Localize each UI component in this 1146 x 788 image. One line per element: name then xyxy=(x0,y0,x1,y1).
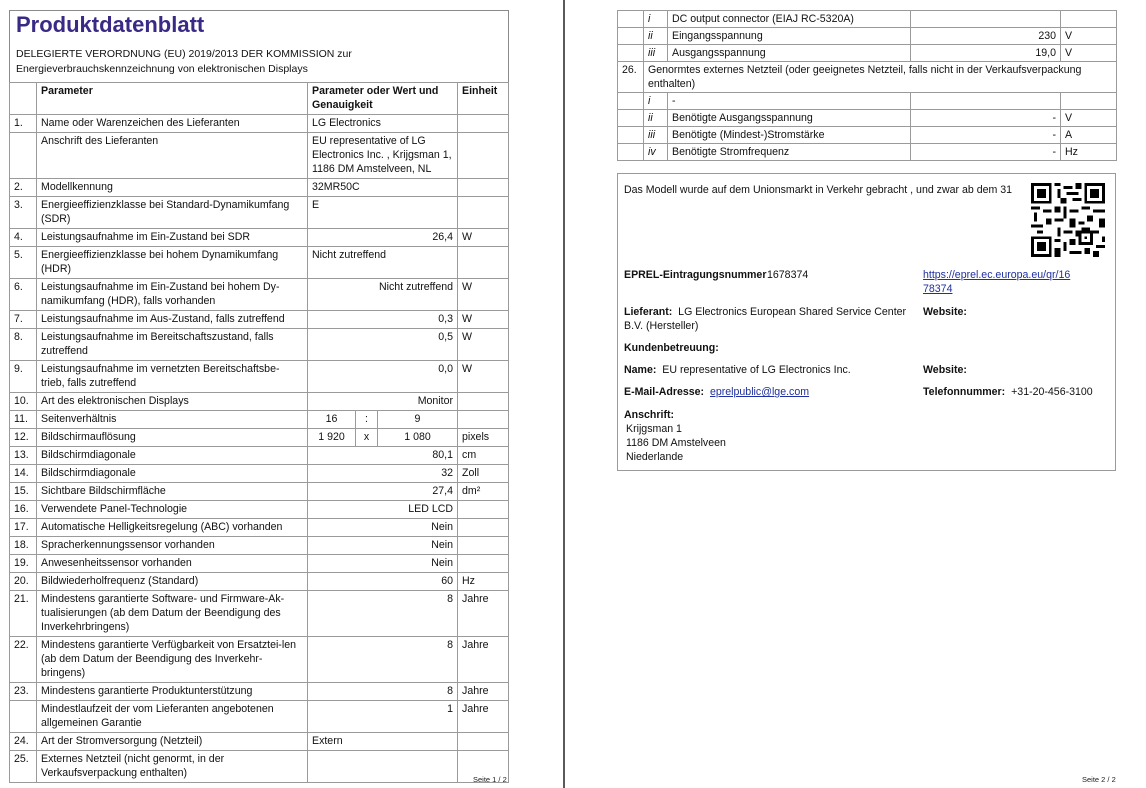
row-value: 26,4 xyxy=(308,229,458,247)
row-value: 0,3 xyxy=(308,311,458,329)
page-title: Produktdatenblatt xyxy=(16,12,205,37)
table-row xyxy=(10,637,509,683)
row-unit xyxy=(458,393,509,411)
aspect-separator: : xyxy=(356,411,378,429)
row-parameter: Bildschirmdiagonale xyxy=(37,465,308,483)
row-number xyxy=(618,45,644,62)
row-number: 15. xyxy=(10,483,37,501)
regulation-text: DELEGIERTE VERORDNUNG (EU) 2019/2013 DER KOMMISSION zur Energieverbrauchskennzeichnung von elektronischen Displays xyxy=(16,48,352,75)
row-number: 26. xyxy=(618,62,644,93)
table-row xyxy=(618,62,1117,93)
row-number: 12. xyxy=(10,429,37,447)
eprel-link-line2[interactable]: 78374 xyxy=(923,283,953,295)
row-unit xyxy=(458,555,509,573)
eprel-link-line1[interactable]: https://eprel.ec.europa.eu/qr/16 xyxy=(923,269,1071,281)
row-parameter: Art der Stromversorgung (Netzteil) xyxy=(37,733,308,751)
row-parameter: Genormtes externes Netzteil (oder geeignetes Netzteil, falls nicht in der Verkaufsverpackung enthalten) xyxy=(644,62,1117,93)
row-value: Extern xyxy=(308,733,458,751)
row-parameter: Mindestens garantierte Software- und Firmware-Ak-tualisierungen (ab dem Datum der Beendigung des Inverkehrbringens) xyxy=(37,591,308,637)
email-label: E-Mail-Adresse: xyxy=(624,386,705,398)
row-parameter: Modellkennung xyxy=(37,179,308,197)
row-value: 80,1 xyxy=(308,447,458,465)
row-number: 4. xyxy=(10,229,37,247)
email-link[interactable]: eprelpublic@lge.com xyxy=(709,386,810,398)
table-row xyxy=(10,361,509,393)
row-parameter: Anwesenheitssensor vorhanden xyxy=(37,555,308,573)
website-label: Website: xyxy=(923,306,967,318)
row-parameter: Energieeffizienzklasse bei hohem Dynamikumfang (HDR) xyxy=(37,247,308,279)
table-row xyxy=(10,247,509,279)
sub-label: Benötigte Stromfrequenz xyxy=(668,144,911,161)
table-row xyxy=(10,501,509,519)
row-unit xyxy=(458,247,509,279)
row-number: 18. xyxy=(10,537,37,555)
row-value: 60 xyxy=(308,573,458,591)
sub-label: - xyxy=(668,93,911,110)
header-unit: Einheit xyxy=(458,83,509,115)
sub-unit: V xyxy=(1061,110,1117,127)
table-row xyxy=(10,279,509,311)
market-text: Das Modell wurde auf dem Unionsmarkt in Verkehr gebracht , und zwar ab dem 31 xyxy=(624,184,1013,196)
table-header-row xyxy=(10,83,509,115)
sub-label: DC output connector (EIAJ RC-5320A) xyxy=(668,11,911,28)
resolution-separator: x xyxy=(356,429,378,447)
row-unit: W xyxy=(458,229,509,247)
table-row xyxy=(10,115,509,133)
row-parameter: Leistungsaufnahme im Aus-Zustand, falls zutreffend xyxy=(37,311,308,329)
row-number: 23. xyxy=(10,683,37,701)
page1-footer: Seite 1 / 2 xyxy=(473,775,507,784)
support-name xyxy=(624,363,851,377)
row-value: Nein xyxy=(308,537,458,555)
row-number: 17. xyxy=(10,519,37,537)
row-number: 25. xyxy=(10,751,37,783)
sub-unit: V xyxy=(1061,28,1117,45)
row-number: 19. xyxy=(10,555,37,573)
row-parameter: Leistungsaufnahme im Bereitschaftszustand, falls zutreffend xyxy=(37,329,308,361)
table-row xyxy=(10,537,509,555)
table-row xyxy=(10,429,509,447)
supplier-value: LG Electronics European Shared Service Center B.V. (Hersteller) xyxy=(624,306,907,332)
row-parameter: Automatische Helligkeitsregelung (ABC) vorhanden xyxy=(37,519,308,537)
row-number xyxy=(618,93,644,110)
website2-label: Website: xyxy=(923,364,967,376)
row-parameter: Anschrift des Lieferanten xyxy=(37,133,308,179)
row-number xyxy=(618,11,644,28)
table-row xyxy=(10,701,509,733)
table-row xyxy=(10,483,509,501)
row-value: Monitor xyxy=(308,393,458,411)
row-parameter: Externes Netzteil (nicht genormt, in der Verkaufsverpackung enthalten) xyxy=(37,751,308,783)
row-number: 2. xyxy=(10,179,37,197)
row-unit xyxy=(458,197,509,229)
row-number: 20. xyxy=(10,573,37,591)
supplier xyxy=(624,305,919,333)
table-row xyxy=(10,133,509,179)
row-unit: W xyxy=(458,279,509,311)
address-label: Anschrift: xyxy=(624,409,675,421)
row-unit: Hz xyxy=(458,573,509,591)
row-value: E xyxy=(308,197,458,229)
row-parameter: Name oder Warenzeichen des Lieferanten xyxy=(37,115,308,133)
eprel-number: 1678374 xyxy=(767,269,809,281)
sub-row xyxy=(618,28,1117,45)
row-parameter: Bildwiederholfrequenz (Standard) xyxy=(37,573,308,591)
row-unit xyxy=(458,519,509,537)
row-parameter: Leistungsaufnahme im Ein-Zustand bei SDR xyxy=(37,229,308,247)
row-value: 27,4 xyxy=(308,483,458,501)
row-number: 6. xyxy=(10,279,37,311)
row-number xyxy=(10,133,37,179)
address-line-3: Niederlande xyxy=(626,451,684,463)
row-number: 21. xyxy=(10,591,37,637)
row-number: 5. xyxy=(10,247,37,279)
table-row xyxy=(10,393,509,411)
row-parameter: Spracherkennungssensor vorhanden xyxy=(37,537,308,555)
table-row xyxy=(10,573,509,591)
address xyxy=(624,408,726,464)
row-value: 32MR50C xyxy=(308,179,458,197)
row-value: 0,5 xyxy=(308,329,458,361)
row-number xyxy=(10,701,37,733)
row-unit xyxy=(458,133,509,179)
row-number: 14. xyxy=(10,465,37,483)
row-parameter: Seitenverhältnis xyxy=(37,411,308,429)
row-unit: Jahre xyxy=(458,637,509,683)
page2-footer: Seite 2 / 2 xyxy=(1082,775,1116,784)
row-unit xyxy=(458,733,509,751)
sub-unit: A xyxy=(1061,127,1117,144)
row-parameter: Mindestlaufzeit der vom Lieferanten angebotenen allgemeinen Garantie xyxy=(37,701,308,733)
row-unit xyxy=(458,537,509,555)
row-unit: W xyxy=(458,361,509,393)
aspect-width: 16 xyxy=(308,411,356,429)
table-row xyxy=(10,329,509,361)
row-parameter: Bildschirmauflösung xyxy=(37,429,308,447)
product-data-table xyxy=(9,82,509,783)
row-number: 7. xyxy=(10,311,37,329)
row-parameter: Mindestens garantierte Verfügbarkeit von Ersatztei-len (ab dem Datum der Beendigung des Inverkehr-bringens) xyxy=(37,637,308,683)
sub-value: - xyxy=(911,127,1061,144)
row-number: 3. xyxy=(10,197,37,229)
table-row xyxy=(10,311,509,329)
row-number: 13. xyxy=(10,447,37,465)
continuation-table xyxy=(617,10,1117,161)
row-parameter: Verwendete Panel-Technologie xyxy=(37,501,308,519)
sub-value: - xyxy=(911,110,1061,127)
sub-value: - xyxy=(911,144,1061,161)
eprel-link[interactable] xyxy=(923,268,1070,296)
sub-row xyxy=(618,144,1117,161)
table-row xyxy=(10,465,509,483)
row-number: 1. xyxy=(10,115,37,133)
sub-index: i xyxy=(644,93,668,110)
row-number: 11. xyxy=(10,411,37,429)
supplier-label: Lieferant: xyxy=(624,306,673,318)
row-number xyxy=(618,127,644,144)
sub-index: iii xyxy=(644,45,668,62)
address-line-1: Krijgsman 1 xyxy=(626,423,682,435)
row-number: 22. xyxy=(10,637,37,683)
row-unit: cm xyxy=(458,447,509,465)
row-value: LG Electronics xyxy=(308,115,458,133)
row-number: 24. xyxy=(10,733,37,751)
row-value: Nicht zutreffend xyxy=(308,279,458,311)
phone xyxy=(923,385,1093,399)
sub-row xyxy=(618,11,1117,28)
row-unit: Zoll xyxy=(458,465,509,483)
row-number xyxy=(618,110,644,127)
row-unit: W xyxy=(458,311,509,329)
resolution-height: 1 080 xyxy=(378,429,458,447)
row-parameter: Sichtbare Bildschirmfläche xyxy=(37,483,308,501)
sub-unit xyxy=(1061,11,1117,28)
header-parameter: Parameter xyxy=(37,83,308,115)
row-number: 8. xyxy=(10,329,37,361)
row-parameter: Mindestens garantierte Produktunterstützung xyxy=(37,683,308,701)
row-value: LED LCD xyxy=(308,501,458,519)
row-unit: Jahre xyxy=(458,683,509,701)
sub-index: iv xyxy=(644,144,668,161)
phone-value: +31-20-456-3100 xyxy=(1011,386,1093,398)
support-label: Kundenbetreuung: xyxy=(624,342,719,354)
eprel-label: EPREL-Eintragungsnummer xyxy=(624,269,767,281)
row-value: 32 xyxy=(308,465,458,483)
resolution-width: 1 920 xyxy=(308,429,356,447)
sub-label: Eingangsspannung xyxy=(668,28,911,45)
row-value: Nein xyxy=(308,555,458,573)
sub-index: ii xyxy=(644,28,668,45)
sub-value xyxy=(911,11,1061,28)
table-row xyxy=(10,411,509,429)
row-unit: W xyxy=(458,329,509,361)
row-number: 9. xyxy=(10,361,37,393)
row-unit xyxy=(458,115,509,133)
table-row xyxy=(10,733,509,751)
row-value: 8 xyxy=(308,591,458,637)
sub-value xyxy=(911,93,1061,110)
name-value: EU representative of LG Electronics Inc. xyxy=(662,364,851,376)
row-unit: Jahre xyxy=(458,591,509,637)
sub-row xyxy=(618,110,1117,127)
sub-unit: Hz xyxy=(1061,144,1117,161)
row-unit xyxy=(458,411,509,429)
row-parameter: Leistungsaufnahme im vernetzten Bereitschaftsbe-trieb, falls zutreffend xyxy=(37,361,308,393)
qr-code xyxy=(1031,183,1105,257)
row-number: 10. xyxy=(10,393,37,411)
sub-label: Ausgangsspannung xyxy=(668,45,911,62)
table-row xyxy=(10,519,509,537)
row-value: 1 xyxy=(308,701,458,733)
name-label: Name: xyxy=(624,364,657,376)
row-parameter: Bildschirmdiagonale xyxy=(37,447,308,465)
table-row xyxy=(10,197,509,229)
row-value: EU representative of LG Electronics Inc. , Krijgsman 1, 1186 DM Amstelveen, NL xyxy=(308,133,458,179)
table-row xyxy=(10,229,509,247)
table-row xyxy=(10,683,509,701)
table-row xyxy=(10,751,509,783)
sub-index: iii xyxy=(644,127,668,144)
row-unit: dm² xyxy=(458,483,509,501)
row-unit: Jahre xyxy=(458,701,509,733)
row-value xyxy=(308,751,458,783)
row-unit: pixels xyxy=(458,429,509,447)
sub-label: Benötigte (Mindest-)Stromstärke xyxy=(668,127,911,144)
phone-label: Telefonnummer: xyxy=(923,386,1006,398)
row-unit xyxy=(458,501,509,519)
row-number xyxy=(618,144,644,161)
page-divider xyxy=(563,0,565,788)
sub-index: ii xyxy=(644,110,668,127)
email xyxy=(624,385,809,399)
sub-value: 230 xyxy=(911,28,1061,45)
sub-row xyxy=(618,93,1117,110)
sub-row xyxy=(618,127,1117,144)
row-parameter: Energieeffizienzklasse bei Standard-Dynamikumfang (SDR) xyxy=(37,197,308,229)
row-value: Nicht zutreffend xyxy=(308,247,458,279)
row-value: Nein xyxy=(308,519,458,537)
table-row xyxy=(10,447,509,465)
sub-unit: V xyxy=(1061,45,1117,62)
row-number: 16. xyxy=(10,501,37,519)
sub-row xyxy=(618,45,1117,62)
row-value: 0,0 xyxy=(308,361,458,393)
row-parameter: Leistungsaufnahme im Ein-Zustand bei hohem Dy-namikumfang (HDR), falls vorhanden xyxy=(37,279,308,311)
address-line-2: 1186 DM Amstelveen xyxy=(626,437,726,449)
table-row xyxy=(10,591,509,637)
sub-label: Benötigte Ausgangsspannung xyxy=(668,110,911,127)
sub-unit xyxy=(1061,93,1117,110)
row-value: 8 xyxy=(308,637,458,683)
row-number xyxy=(618,28,644,45)
row-parameter: Art des elektronischen Displays xyxy=(37,393,308,411)
row-unit xyxy=(458,179,509,197)
table-row xyxy=(10,555,509,573)
aspect-height: 9 xyxy=(378,411,458,429)
header-value: Parameter oder Wert und Genauigkeit xyxy=(308,83,458,115)
sub-value: 19,0 xyxy=(911,45,1061,62)
row-value: 8 xyxy=(308,683,458,701)
sub-index: i xyxy=(644,11,668,28)
table-row xyxy=(10,179,509,197)
